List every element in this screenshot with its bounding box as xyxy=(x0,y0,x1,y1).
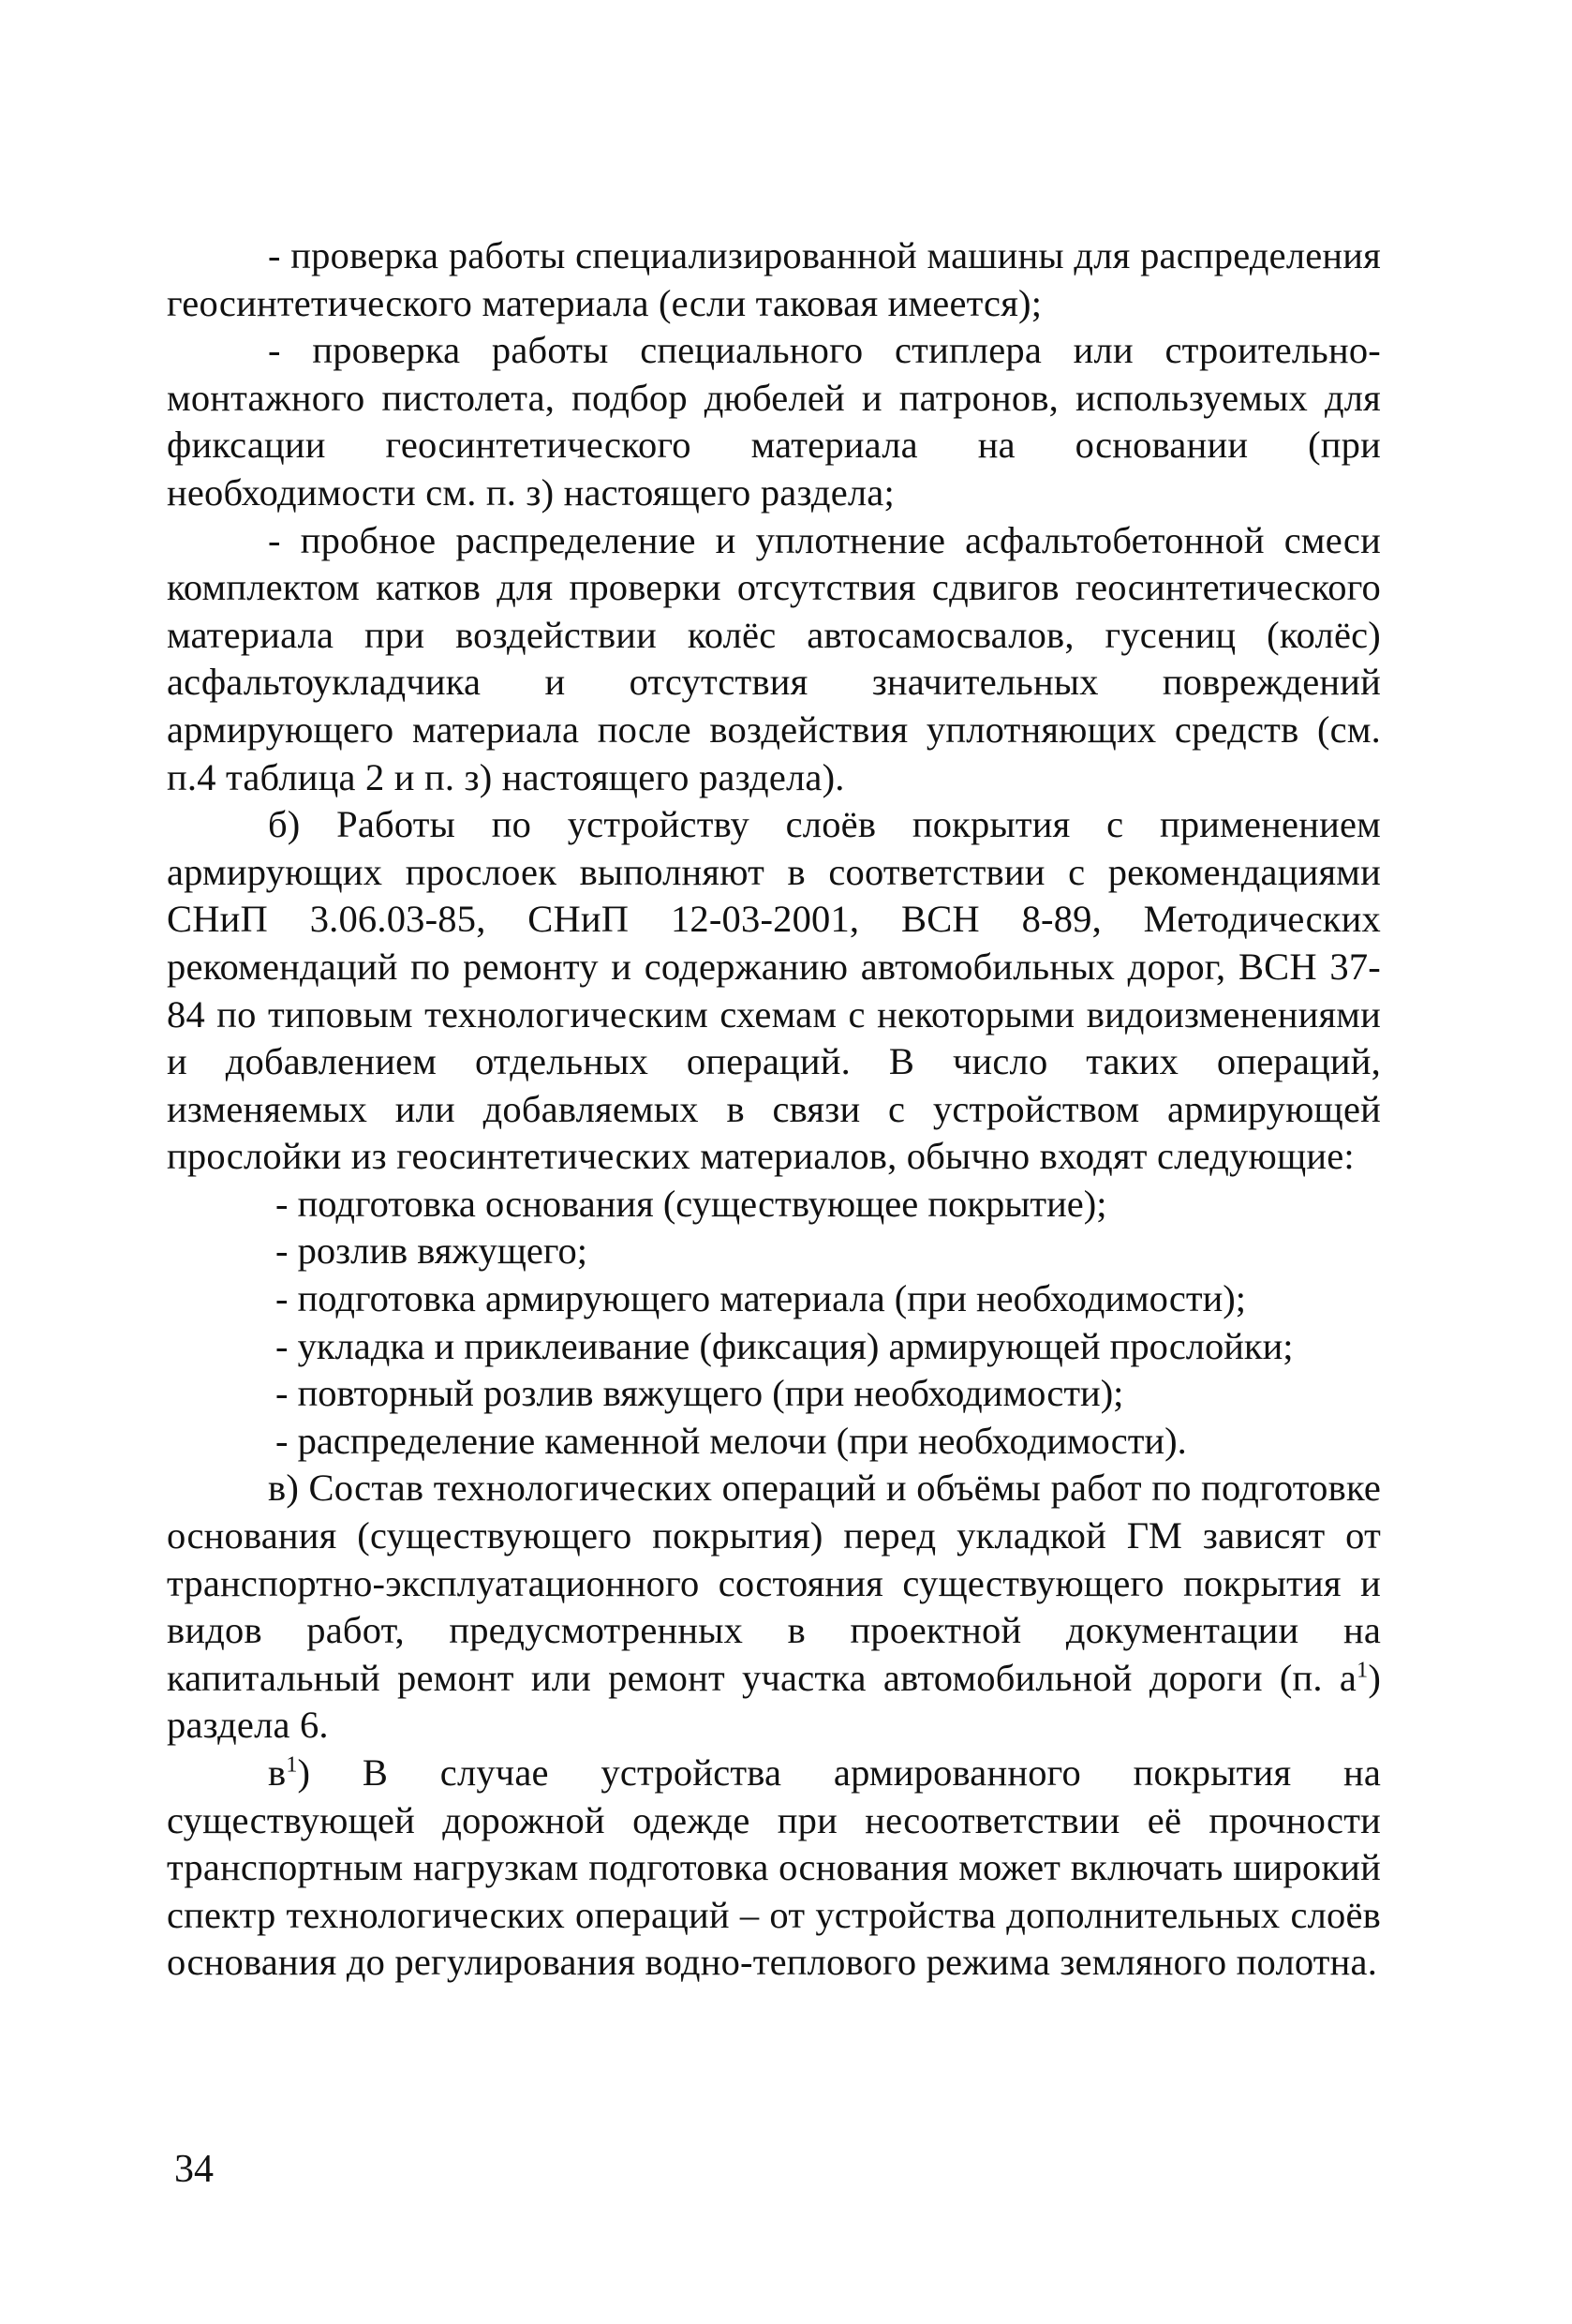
list-item: - розлив вяжущего; xyxy=(275,1229,587,1273)
paragraph-trial-compaction: - пробное распределение и уплотнение асфальтобетонной смеси комплектом катков для проверки отсутствия сдвигов геосинтетического материала при воздействии колёс автосамосвалов, гусениц (колёс) асфальтоукладчика и отсутствия значительных повреждений армирующего материала после воздействия уплотняющих средств (см. п.4 таблица 2 и п. з) настоящего раздела). xyxy=(167,518,1381,798)
paragraph-v1-prefix: в xyxy=(268,1751,287,1794)
list-item: - подготовка армирующего материала (при необходимости); xyxy=(275,1277,1247,1320)
paragraph-v-composition xyxy=(167,1465,1381,1750)
paragraph-stapler-check: - проверка работы специального стиплера или строительно-монтажного пистолета, подбор дюбелей и патронов, используемых для фиксации геосинтетического материала на основании (при необходимости см. п. з) настоящего раздела; xyxy=(167,329,1381,514)
paragraph-v1-reinforced xyxy=(167,1750,1381,1987)
superscript: 1 xyxy=(286,1752,298,1778)
paragraph-v-text: в) Состав технологических операций и объёмы работ по подготовке основания (существующего покрытия) перед укладкой ГМ зависят от транспортно-эксплуатационного состояния существующего покрытия и видов работ, предусмотренных в проектной документации на капитальный ремонт или ремонт участка автомобильной дороги (п. а xyxy=(167,1467,1381,1699)
list-item: - распределение каменной мелочи (при необходимости). xyxy=(275,1419,1187,1462)
list-item: - подготовка основания (существующее покрытие); xyxy=(275,1182,1107,1225)
page-body xyxy=(167,232,1381,1987)
paragraph-v-tail: ) раздела 6. xyxy=(167,1656,1381,1747)
list-item: - укладка и приклеивание (фиксация) армирующей прослойки; xyxy=(275,1324,1294,1367)
paragraph-machine-check: - проверка работы специализированной машины для распределения геосинтетического материала (если таковая имеется); xyxy=(167,234,1381,324)
list-item: - повторный розлив вяжущего (при необходимости); xyxy=(275,1372,1124,1415)
page-number: 34 xyxy=(174,2148,214,2191)
paragraph-b-works: б) Работы по устройству слоёв покрытия с применением армирующих прослоек выполняют в соответствии с рекомендациями СНиП 3.06.03-85, СНиП 12-03-2001, ВСН 8-89, Методических рекомендаций по ремонту и содержанию автомобильных дорог, ВСН 37-84 по типовым технологическим схемам с некоторыми видоизменениями и добавлением отдельных операций. В число таких операций, изменяемых или добавляемых в связи с устройством армирующей прослойки из геосинтетических материалов, обычно входят следующие: xyxy=(167,803,1381,1178)
paragraph-v1-text: ) В случае устройства армированного покрытия на существующей дорожной одежде при несоответствии её прочности транспортным нагрузкам подготовка основания может включать широкий спектр технологических операций – от устройства дополнительных слоёв основания до регулирования водно-теплового режима земляного полотна. xyxy=(167,1751,1381,1984)
operations-list xyxy=(167,1181,1381,1466)
superscript: 1 xyxy=(1357,1658,1369,1683)
